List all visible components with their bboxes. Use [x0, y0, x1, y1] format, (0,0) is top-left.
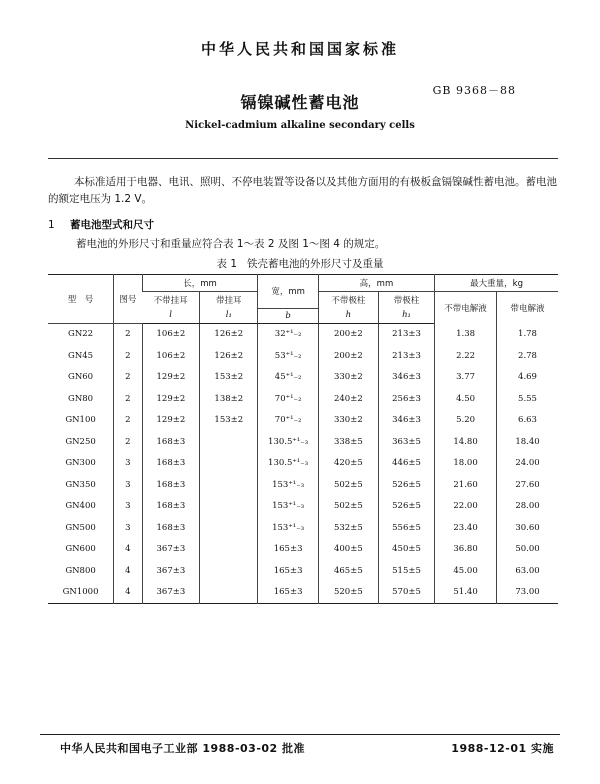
- cell-l: 168±3: [142, 474, 200, 496]
- cell-fig: 2: [114, 410, 142, 432]
- cell-l: 367±3: [142, 539, 200, 561]
- cell-type: GN22: [68, 329, 94, 340]
- cell-b: 70⁺¹₋₂: [258, 388, 318, 410]
- cell-type: GN250: [65, 436, 96, 447]
- cell-m2: 4.69: [497, 367, 558, 389]
- col-weight-with-electrolyte-header: 带电解液: [497, 292, 558, 324]
- cell-l: 168±3: [142, 496, 200, 518]
- approval-note: 中华人民共和国电子工业部 1988-03-02 批准: [60, 742, 306, 755]
- table-row: [48, 367, 558, 389]
- cell-h1: 515±5: [378, 560, 434, 582]
- table-row: [48, 539, 558, 561]
- cell-b: 165±3: [258, 560, 318, 582]
- document-title-cn: 镉镍碱性蓄电池: [240, 93, 360, 112]
- cell-m2: 2.78: [497, 345, 558, 367]
- cell-fig: 4: [114, 560, 142, 582]
- table-row: [48, 496, 558, 518]
- table-body: [48, 323, 558, 604]
- cell-m1: 4.50: [435, 388, 497, 410]
- col-height-no-post-header: 不带极柱: [318, 292, 378, 309]
- cell-m1: 2.22: [435, 345, 497, 367]
- cell-l: 168±3: [142, 517, 200, 539]
- cell-h: 400±5: [318, 539, 378, 561]
- cell-m1: 36.80: [435, 539, 497, 561]
- cell-l1: [200, 539, 258, 561]
- col-height-with-post-header: 带极柱: [378, 292, 434, 309]
- cell-l: 129±2: [142, 410, 200, 432]
- cell-b: 153⁺¹₋₃: [258, 474, 318, 496]
- cell-fig: 2: [114, 367, 142, 389]
- document-title-en: Nickel-cadmium alkaline secondary cells: [185, 120, 415, 131]
- table-row: [48, 388, 558, 410]
- cell-l1: [200, 431, 258, 453]
- cell-m1: 21.60: [435, 474, 497, 496]
- table-row: [48, 517, 558, 539]
- cell-fig: 4: [114, 539, 142, 561]
- cell-fig: 3: [114, 474, 142, 496]
- cell-m2: 5.55: [497, 388, 558, 410]
- cell-m2: 18.40: [497, 431, 558, 453]
- cell-m1: 1.38: [435, 323, 497, 345]
- cell-m1: 51.40: [435, 582, 497, 604]
- cell-h1: 446±5: [378, 453, 434, 475]
- cell-b: 53⁺¹₋₂: [258, 345, 318, 367]
- intro-paragraph: 本标准适用于电器、电讯、照明、不停电装置等设备以及其他方面用的有极板盒镉镍碱性蓄电池。蓄电池的额定电压为 1.2 V。: [48, 176, 557, 205]
- cell-l1: [200, 453, 258, 475]
- table-row: [48, 474, 558, 496]
- col-width-header: 宽，mm: [258, 275, 318, 309]
- cell-m2: 6.63: [497, 410, 558, 432]
- cell-h1: 526±5: [378, 496, 434, 518]
- cell-m2: 1.78: [497, 323, 558, 345]
- symbol-l: l: [142, 308, 200, 323]
- col-figure-header: 图号: [114, 275, 142, 324]
- cell-m1: 3.77: [435, 367, 497, 389]
- col-weight-group-header: 最大重量，kg: [435, 275, 558, 292]
- symbol-h: h: [318, 308, 378, 323]
- cell-fig: 3: [114, 496, 142, 518]
- table-row: [48, 431, 558, 453]
- table-row: [48, 582, 558, 604]
- cell-type: GN100: [65, 415, 96, 426]
- cell-l1: 153±2: [200, 410, 258, 432]
- col-type-header: 型 号: [48, 275, 114, 324]
- cell-type: GN800: [65, 565, 96, 576]
- cell-h1: 556±5: [378, 517, 434, 539]
- cell-h: 330±2: [318, 410, 378, 432]
- standard-number: GB 9368－88: [432, 84, 516, 97]
- symbol-b: b: [258, 308, 318, 323]
- table-row: [48, 323, 558, 345]
- cell-l1: [200, 496, 258, 518]
- col-length-no-lug-header: 不带挂耳: [153, 296, 188, 306]
- cell-m2: 73.00: [497, 582, 558, 604]
- cell-b: 130.5⁺¹₋₃: [258, 431, 318, 453]
- cell-l1: 138±2: [200, 388, 258, 410]
- cell-l1: [200, 517, 258, 539]
- cell-l: 367±3: [142, 582, 200, 604]
- cell-h1: 450±5: [378, 539, 434, 561]
- cell-l1: 153±2: [200, 367, 258, 389]
- col-weight-no-electrolyte-header: 不带电解液: [435, 292, 497, 324]
- cell-l: 168±3: [142, 453, 200, 475]
- header-divider: [48, 158, 558, 159]
- footer-divider: [40, 734, 560, 735]
- cell-l1: [200, 582, 258, 604]
- cell-h: 240±2: [318, 388, 378, 410]
- table-caption-text: 铁壳蓄电池的外形尺寸及重量: [247, 258, 384, 270]
- cell-fig: 3: [114, 453, 142, 475]
- cell-type: GN45: [68, 350, 94, 361]
- cell-b: 130.5⁺¹₋₃: [258, 453, 318, 475]
- cell-h: 532±5: [318, 517, 378, 539]
- cell-m1: 14.80: [435, 431, 497, 453]
- cell-h1: 526±5: [378, 474, 434, 496]
- cell-type: GN400: [65, 501, 96, 512]
- section-title: 蓄电池型式和尺寸: [70, 219, 154, 231]
- col-length-with-lug-header: 带挂耳: [200, 292, 258, 309]
- cell-type: GN60: [68, 372, 94, 383]
- cell-m1: 23.40: [435, 517, 497, 539]
- table-row: [48, 410, 558, 432]
- cell-h: 502±5: [318, 474, 378, 496]
- cell-h1: 363±5: [378, 431, 434, 453]
- cell-m2: 50.00: [497, 539, 558, 561]
- cell-m2: 63.00: [497, 560, 558, 582]
- symbol-l1: l₁: [200, 308, 258, 323]
- section-paragraph: 蓄电池的外形尺寸和重量应符合表 1～表 2 及图 1～图 4 的规定。: [76, 238, 386, 250]
- cell-type: GN80: [68, 393, 94, 404]
- cell-b: 165±3: [258, 582, 318, 604]
- cell-fig: 2: [114, 345, 142, 367]
- cell-h1: 570±5: [378, 582, 434, 604]
- cell-b: 70⁺¹₋₂: [258, 410, 318, 432]
- symbol-h1: h₁: [378, 308, 434, 323]
- cell-fig: 2: [114, 431, 142, 453]
- cell-m1: 45.00: [435, 560, 497, 582]
- cell-l: 168±3: [142, 431, 200, 453]
- section-heading: [48, 217, 154, 232]
- cell-fig: 3: [114, 517, 142, 539]
- cell-l: 367±3: [142, 560, 200, 582]
- cell-fig: 2: [114, 323, 142, 345]
- cell-type: GN350: [65, 479, 96, 490]
- cell-h1: 213±3: [378, 323, 434, 345]
- col-length-group-header: 长，mm: [142, 275, 258, 292]
- cell-h: 200±2: [318, 345, 378, 367]
- cell-l: 106±2: [142, 345, 200, 367]
- cell-h: 520±5: [318, 582, 378, 604]
- cell-h1: 213±3: [378, 345, 434, 367]
- issuer-title: 中华人民共和国国家标准: [200, 40, 399, 58]
- cell-b: 45⁺¹₋₂: [258, 367, 318, 389]
- cell-h: 338±5: [318, 431, 378, 453]
- cell-m2: 28.00: [497, 496, 558, 518]
- cell-h: 502±5: [318, 496, 378, 518]
- cell-b: 153⁺¹₋₃: [258, 517, 318, 539]
- cell-m1: 22.00: [435, 496, 497, 518]
- table-row: [48, 453, 558, 475]
- cell-type: GN1000: [62, 587, 99, 598]
- cell-h: 200±2: [318, 323, 378, 345]
- cell-type: GN600: [65, 544, 96, 555]
- cell-l1: [200, 474, 258, 496]
- effective-date: 1988-12-01 实施: [451, 742, 554, 755]
- cell-l: 129±2: [142, 388, 200, 410]
- table-caption-number: 表 1: [216, 258, 238, 270]
- cell-b: 32⁺¹₋₂: [258, 323, 318, 345]
- table-row: [48, 560, 558, 582]
- cell-l1: 126±2: [200, 345, 258, 367]
- cell-l1: 126±2: [200, 323, 258, 345]
- cell-h: 465±5: [318, 560, 378, 582]
- cell-h1: 346±3: [378, 410, 434, 432]
- cell-h: 330±2: [318, 367, 378, 389]
- table-caption: [0, 256, 600, 271]
- col-height-group-header: 高，mm: [318, 275, 434, 292]
- cell-l1: [200, 560, 258, 582]
- cell-h: 420±5: [318, 453, 378, 475]
- cell-b: 153⁺¹₋₃: [258, 496, 318, 518]
- cell-fig: 2: [114, 388, 142, 410]
- dimensions-table: [48, 274, 558, 604]
- section-number: 1: [48, 219, 55, 231]
- cell-m1: 5.20: [435, 410, 497, 432]
- cell-m2: 27.60: [497, 474, 558, 496]
- table-row: [48, 345, 558, 367]
- cell-m1: 18.00: [435, 453, 497, 475]
- cell-m2: 24.00: [497, 453, 558, 475]
- cell-h1: 256±3: [378, 388, 434, 410]
- cell-h1: 346±3: [378, 367, 434, 389]
- cell-b: 165±3: [258, 539, 318, 561]
- cell-l: 106±2: [142, 323, 200, 345]
- cell-m2: 30.60: [497, 517, 558, 539]
- cell-l: 129±2: [142, 367, 200, 389]
- cell-type: GN300: [65, 458, 96, 469]
- cell-type: GN500: [65, 522, 96, 533]
- cell-fig: 4: [114, 582, 142, 604]
